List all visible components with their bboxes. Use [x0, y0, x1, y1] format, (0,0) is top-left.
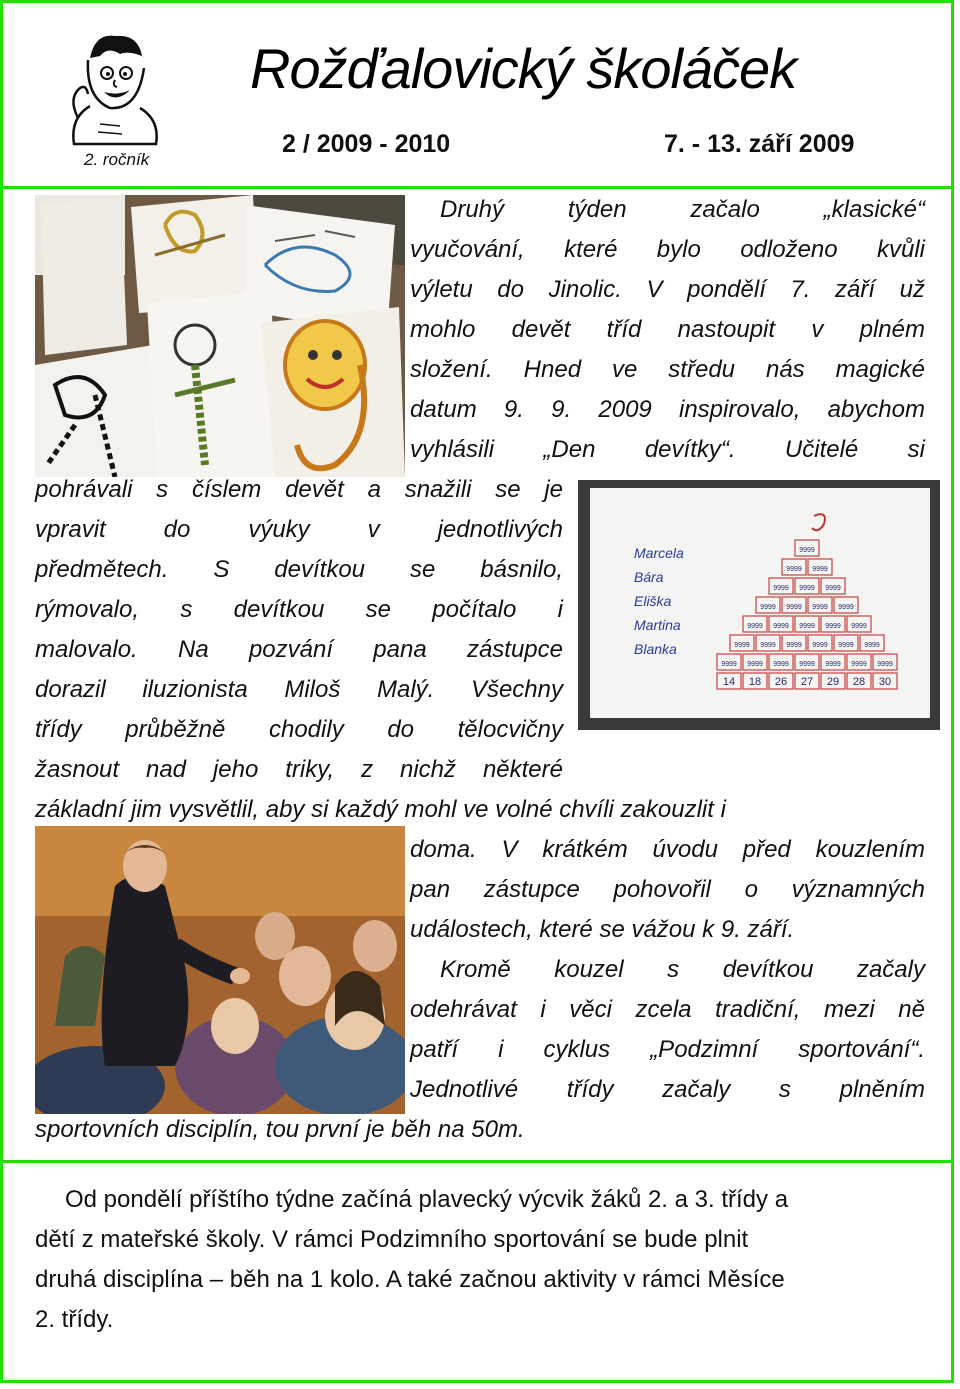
photo-whiteboard — [578, 480, 940, 730]
article-line: sportovních disciplín, tou první je běh na 50m. — [35, 1116, 525, 1143]
article-line: žasnout nad jeho triky, z nichž některé — [35, 756, 563, 783]
article-line: datum 9. 9. 2009 inspirovalo, abychom — [410, 396, 925, 423]
board-number: 9999 — [760, 604, 776, 611]
footer-line-2: dětí z mateřské školy. V rámci Podzimního sportování se bude plnit — [35, 1226, 749, 1253]
board-name: Marcela — [634, 545, 684, 561]
newsletter-title: Rožďalovický školáček — [250, 37, 797, 100]
board-number: 9999 — [851, 661, 867, 668]
board-number: 9999 — [838, 642, 854, 649]
board-number: 9999 — [799, 585, 815, 592]
grade-label: 2. ročník — [84, 150, 150, 169]
board-number: 26 — [774, 676, 788, 688]
board-number: 9999 — [825, 623, 841, 630]
article-line: vyučování, které bylo odloženo kvůli — [410, 236, 925, 263]
article-line: pohrávali s číslem devět a snažili se je — [35, 476, 563, 503]
board-number: 9999 — [799, 623, 815, 630]
board-number: 9999 — [734, 642, 750, 649]
board-number: 9999 — [812, 566, 828, 573]
article-line: vyhlásili „Den devítky“. Učitelé si — [410, 436, 925, 463]
board-name: Blanka — [634, 641, 677, 657]
article-line: výletu do Jinolic. V pondělí 7. září už — [410, 276, 925, 303]
board-number: 9999 — [812, 642, 828, 649]
board-number: 9999 — [786, 604, 802, 611]
board-name: Bára — [634, 569, 664, 585]
board-number: 9999 — [825, 661, 841, 668]
article-line: Druhý týden začalo „klasické“ — [440, 196, 925, 223]
board-number: 9999 — [773, 585, 789, 592]
article-line: třídy průběžně chodily do tělocvičny — [35, 716, 563, 743]
photo-magician — [35, 826, 405, 1114]
photo-children-drawings — [35, 195, 405, 477]
article-line: pan zástupce pohovořil o významných — [410, 876, 925, 903]
article-line: mohlo devět tříd nastoupit v plném — [410, 316, 925, 343]
board-number: 9999 — [825, 585, 841, 592]
board-number: 9999 — [812, 604, 828, 611]
article-line: doma. V krátkém úvodu před kouzlením — [410, 836, 925, 863]
article-line: Jednotlivé třídy začaly s plněním — [410, 1076, 925, 1103]
board-number: 9999 — [864, 642, 880, 649]
article-line: událostech, které se vážou k 9. září. — [410, 916, 795, 943]
mascot-illustration — [60, 28, 170, 148]
article-line: rýmovalo, s devítkou se počítalo i — [35, 596, 563, 623]
board-number: 9999 — [786, 642, 802, 649]
header-divider — [3, 186, 951, 189]
board-number: 9999 — [747, 623, 763, 630]
article-line: vpravit do výuky v jednotlivých — [35, 516, 563, 543]
footer-line-3: druhá disciplína – běh na 1 kolo. A také začnou aktivity v rámci Měsíce — [35, 1266, 785, 1293]
article-line: Kromě kouzel s devítkou začaly — [440, 956, 925, 983]
article-line: odehrávat i věci zcela tradiční, mezi ně — [410, 996, 925, 1023]
article-line: předmětech. S devítkou se básnilo, — [35, 556, 563, 583]
board-number: 30 — [878, 676, 892, 688]
board-number: 14 — [722, 676, 736, 688]
issue-dates: 7. - 13. září 2009 — [664, 130, 855, 158]
footer-line-1: Od pondělí příštího týdne začíná plavecký výcvik žáků 2. a 3. třídy a — [65, 1186, 789, 1213]
footer-line-4: 2. třídy. — [35, 1306, 114, 1333]
board-number: 28 — [852, 676, 866, 688]
board-number: 9999 — [786, 566, 802, 573]
article-line: složení. Hned ve středu nás magické — [410, 356, 925, 383]
article-line: dorazil iluzionista Miloš Malý. Všechny — [35, 676, 563, 703]
board-name: Eliška — [634, 593, 672, 609]
board-number: 29 — [826, 676, 840, 688]
board-number: 18 — [748, 676, 762, 688]
board-number: 9999 — [773, 661, 789, 668]
board-number: 9999 — [851, 623, 867, 630]
article-line: základní jim vysvětlil, aby si každý mohl ve volné chvíli zakouzlit i — [35, 796, 726, 823]
board-number: 9999 — [877, 661, 893, 668]
issue-number: 2 / 2009 - 2010 — [282, 130, 451, 158]
board-number: 9999 — [799, 547, 815, 554]
board-number: 9999 — [760, 642, 776, 649]
board-name: Martina — [634, 617, 681, 633]
board-number: 9999 — [799, 661, 815, 668]
article-line: malovalo. Na pozvání pana zástupce — [35, 636, 563, 663]
board-number: 9999 — [721, 661, 737, 668]
footer-divider — [3, 1160, 951, 1163]
board-number: 27 — [800, 676, 814, 688]
article-line: patří i cyklus „Podzimní sportování“. — [410, 1036, 925, 1063]
board-number: 9999 — [838, 604, 854, 611]
board-number: 9999 — [773, 623, 789, 630]
board-number: 9999 — [747, 661, 763, 668]
